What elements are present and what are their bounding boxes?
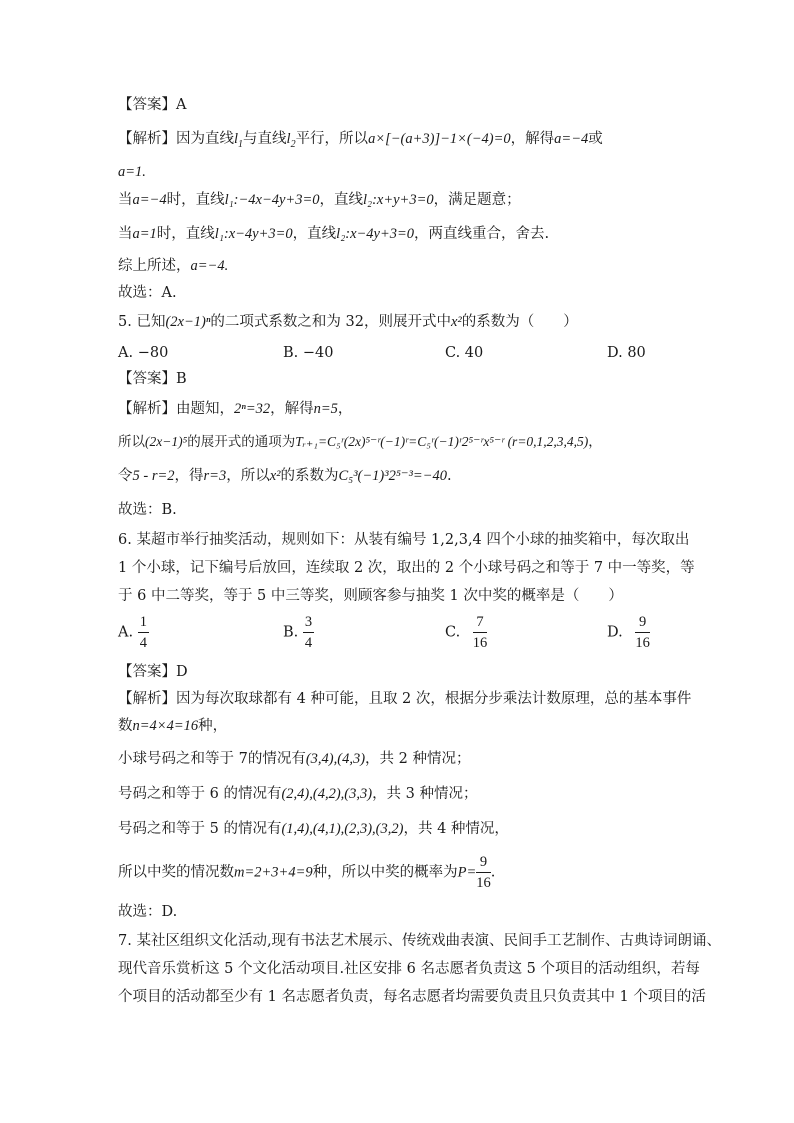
text: 种，所以中奖的概率为 [312, 864, 458, 881]
denominator: 4 [304, 635, 313, 651]
numerator: 9 [476, 852, 491, 873]
q7-stem-line2: 现代音乐赏析这 5 个文化活动项目.社区安排 6 名志愿者负责这 5 个项目的活动组织，若每 [118, 961, 700, 977]
text: ，直线 [292, 226, 337, 242]
denominator: 4 [139, 635, 147, 651]
text: 平行，所以 [295, 131, 369, 147]
text: 因为直线 [176, 131, 234, 147]
q6-case-sum5 [118, 819, 509, 839]
equation: a×[−(a+3)]−1×(−4)=0 [368, 131, 511, 147]
outcome-set: (1,4),(4,1),(2,3),(3,2) [281, 821, 404, 837]
text: ，共 4 种情况， [403, 821, 509, 837]
text: 时，直线 [166, 192, 225, 208]
text: 与直线 [243, 131, 287, 147]
text: ， [588, 434, 602, 450]
analysis-label: 【解析】 [118, 691, 176, 707]
q4-summary [118, 256, 228, 276]
equation: a=1 [132, 226, 157, 242]
text: 所以中奖的情况数 [118, 864, 234, 881]
text: 号码之和等于 5 的情况有 [118, 821, 282, 837]
q5-option-c: C. 40 [445, 345, 484, 361]
text: ，解得 [270, 401, 314, 417]
equation: x² [269, 468, 281, 484]
fraction [476, 852, 491, 893]
text: ， [337, 401, 353, 417]
q4-answer: 【答案】A [118, 97, 187, 113]
text: ，直线 [319, 192, 363, 208]
equation: l₁:−4x−4y+3=0 [224, 192, 320, 208]
q5-analysis-line1 [118, 399, 352, 419]
q7-stem-line3: 个项目的活动都至少有 1 名志愿者负责，每名志愿者均需要负责且只负责其中 1 个项目的活 [118, 989, 706, 1005]
analysis-label: 【解析】 [118, 401, 176, 417]
q5-analysis-line3 [118, 466, 452, 486]
text: 的展开式的通项为 [187, 434, 296, 450]
text: 令 [118, 468, 133, 484]
text: ，解得 [510, 131, 555, 147]
q6-final [118, 852, 495, 893]
denominator: 16 [635, 635, 650, 651]
text: 小球号码之和等于 7的情况有 [118, 751, 306, 767]
numerator: 3 [303, 612, 314, 633]
fraction [303, 612, 314, 653]
q6-case-sum7 [118, 749, 471, 769]
q5-choose: 故选：B. [118, 502, 177, 518]
q5-option-b: B. −40 [283, 345, 334, 361]
text: 时，直线 [156, 226, 215, 242]
q6-option-a [118, 612, 149, 653]
outcome-set: (3,4),(4,3) [305, 751, 366, 767]
text: 所以 [118, 434, 145, 450]
q4-analysis-line1 [118, 129, 603, 149]
q6-choose: 故选：D. [118, 904, 178, 920]
text: 的二项式系数之和为 32，则展开式中 [210, 314, 451, 330]
line-l1: $l_1$ [234, 131, 244, 150]
text: 或 [588, 131, 603, 147]
q5-option-a: A. −80 [118, 345, 169, 361]
text: 的系数为（ ） [461, 314, 578, 330]
q6-analysis-line1 [118, 689, 691, 709]
q4-case2 [118, 224, 549, 244]
text: . [446, 468, 452, 484]
text: 当 [118, 226, 133, 242]
equation: (2x−1)ⁿ [165, 314, 211, 330]
equation: a=−4 [132, 192, 167, 208]
q5-analysis-line2 [118, 432, 602, 452]
text: 由题知， [176, 401, 234, 417]
outcome-set: (2,4),(4,2),(3,3) [281, 786, 373, 802]
q6-answer: 【答案】D [118, 664, 188, 680]
text: 5. 已知 [118, 314, 166, 330]
equation: r=3 [203, 468, 227, 484]
fraction [635, 612, 650, 653]
equation: a=−4. [190, 258, 229, 274]
text: 数 [118, 718, 133, 734]
equation: a=−4 [554, 131, 589, 147]
option-label: D. [607, 624, 623, 641]
q6-option-c [445, 612, 487, 653]
q6-option-b [283, 612, 314, 653]
q5-option-d: D. 80 [607, 345, 646, 361]
text: . [490, 864, 496, 881]
analysis-label: 【解析】 [118, 131, 176, 147]
numerator: 7 [473, 612, 488, 633]
q6-stem-line1: 6. 某超市举行抽奖活动，规则如下：从装有编号 1,2,3,4 四个小球的抽奖箱中，每次取出 [118, 532, 690, 548]
text: 种， [198, 718, 228, 734]
q6-analysis-line2 [118, 716, 227, 736]
line-l2: $l_2$ [286, 131, 296, 150]
q6-option-d [607, 612, 650, 653]
q4-choose: 故选：A. [118, 285, 177, 301]
text: 的系数为 [280, 468, 339, 484]
equation: n=5 [313, 401, 338, 417]
q6-stem-line3: 于 6 中二等奖，等于 5 中三等奖，则顾客参与抽奖 1 次中奖的概率是（ ） [118, 588, 623, 604]
text: 号码之和等于 6 的情况有 [118, 786, 282, 802]
equation: 2ⁿ=32 [234, 401, 271, 417]
text: ，满足题意； [433, 192, 521, 208]
equation: l₂:x−4y+3=0 [336, 226, 415, 242]
text: ，得 [174, 468, 204, 484]
q5-stem [118, 312, 578, 332]
text: 综上所述， [118, 258, 191, 274]
option-label: B. [283, 624, 299, 641]
numerator: 9 [635, 612, 650, 633]
text: 因为每次取球都有 4 种可能，且取 2 次，根据分步乘法计数原理，总的基本事件 [176, 691, 692, 707]
option-label: A. [118, 624, 134, 641]
fraction [138, 612, 149, 653]
q7-stem-line1: 7. 某社区组织文化活动,现有书法艺术展示、传统戏曲表演、民间手工艺制作、古典诗词朗诵、 [118, 933, 722, 949]
text: 当 [118, 192, 133, 208]
q6-stem-line2: 1 个小球，记下编号后放回，连续取 2 次，取出的 2 个小球号码之和等于 7 中一等奖，等 [118, 560, 695, 576]
equation: l₁:x−4y+3=0 [214, 226, 293, 242]
text: ，所以 [226, 468, 270, 484]
denominator: 16 [476, 875, 491, 891]
text: ，共 3 种情况； [372, 786, 478, 802]
equation: x² [450, 314, 462, 330]
equation: l₂:x+y+3=0 [363, 192, 434, 208]
denominator: 16 [472, 635, 488, 651]
q6-case-sum6 [118, 784, 478, 804]
equation: m=2+3+4=9 [234, 864, 313, 881]
text: ，共 2 种情况； [365, 751, 471, 767]
q5-answer: 【答案】B [118, 371, 187, 387]
fraction [473, 612, 488, 653]
equation: n=4×4=16 [132, 718, 199, 734]
q4-analysis-line2 [118, 162, 146, 182]
q4-case1 [118, 190, 521, 210]
general-term-formula: Tᵣ₊₁=C₅ʳ(2x)⁵⁻ʳ(−1)ʳ=C₅ʳ(−1)ʳ2⁵⁻ʳx⁵⁻ʳ (r=0,1,2,3,4,5) [295, 434, 589, 449]
equation: 5 - r=2 [132, 468, 175, 484]
equation: a=1. [118, 164, 146, 180]
equation: C₅³(−1)³2⁵⁻³=−40 [338, 468, 447, 484]
equation: P= [457, 864, 477, 881]
option-label: C. [445, 624, 461, 641]
numerator: 1 [138, 612, 149, 633]
text: ，两直线重合，舍去. [414, 226, 550, 242]
equation: (2x−1)⁵ [145, 434, 188, 449]
